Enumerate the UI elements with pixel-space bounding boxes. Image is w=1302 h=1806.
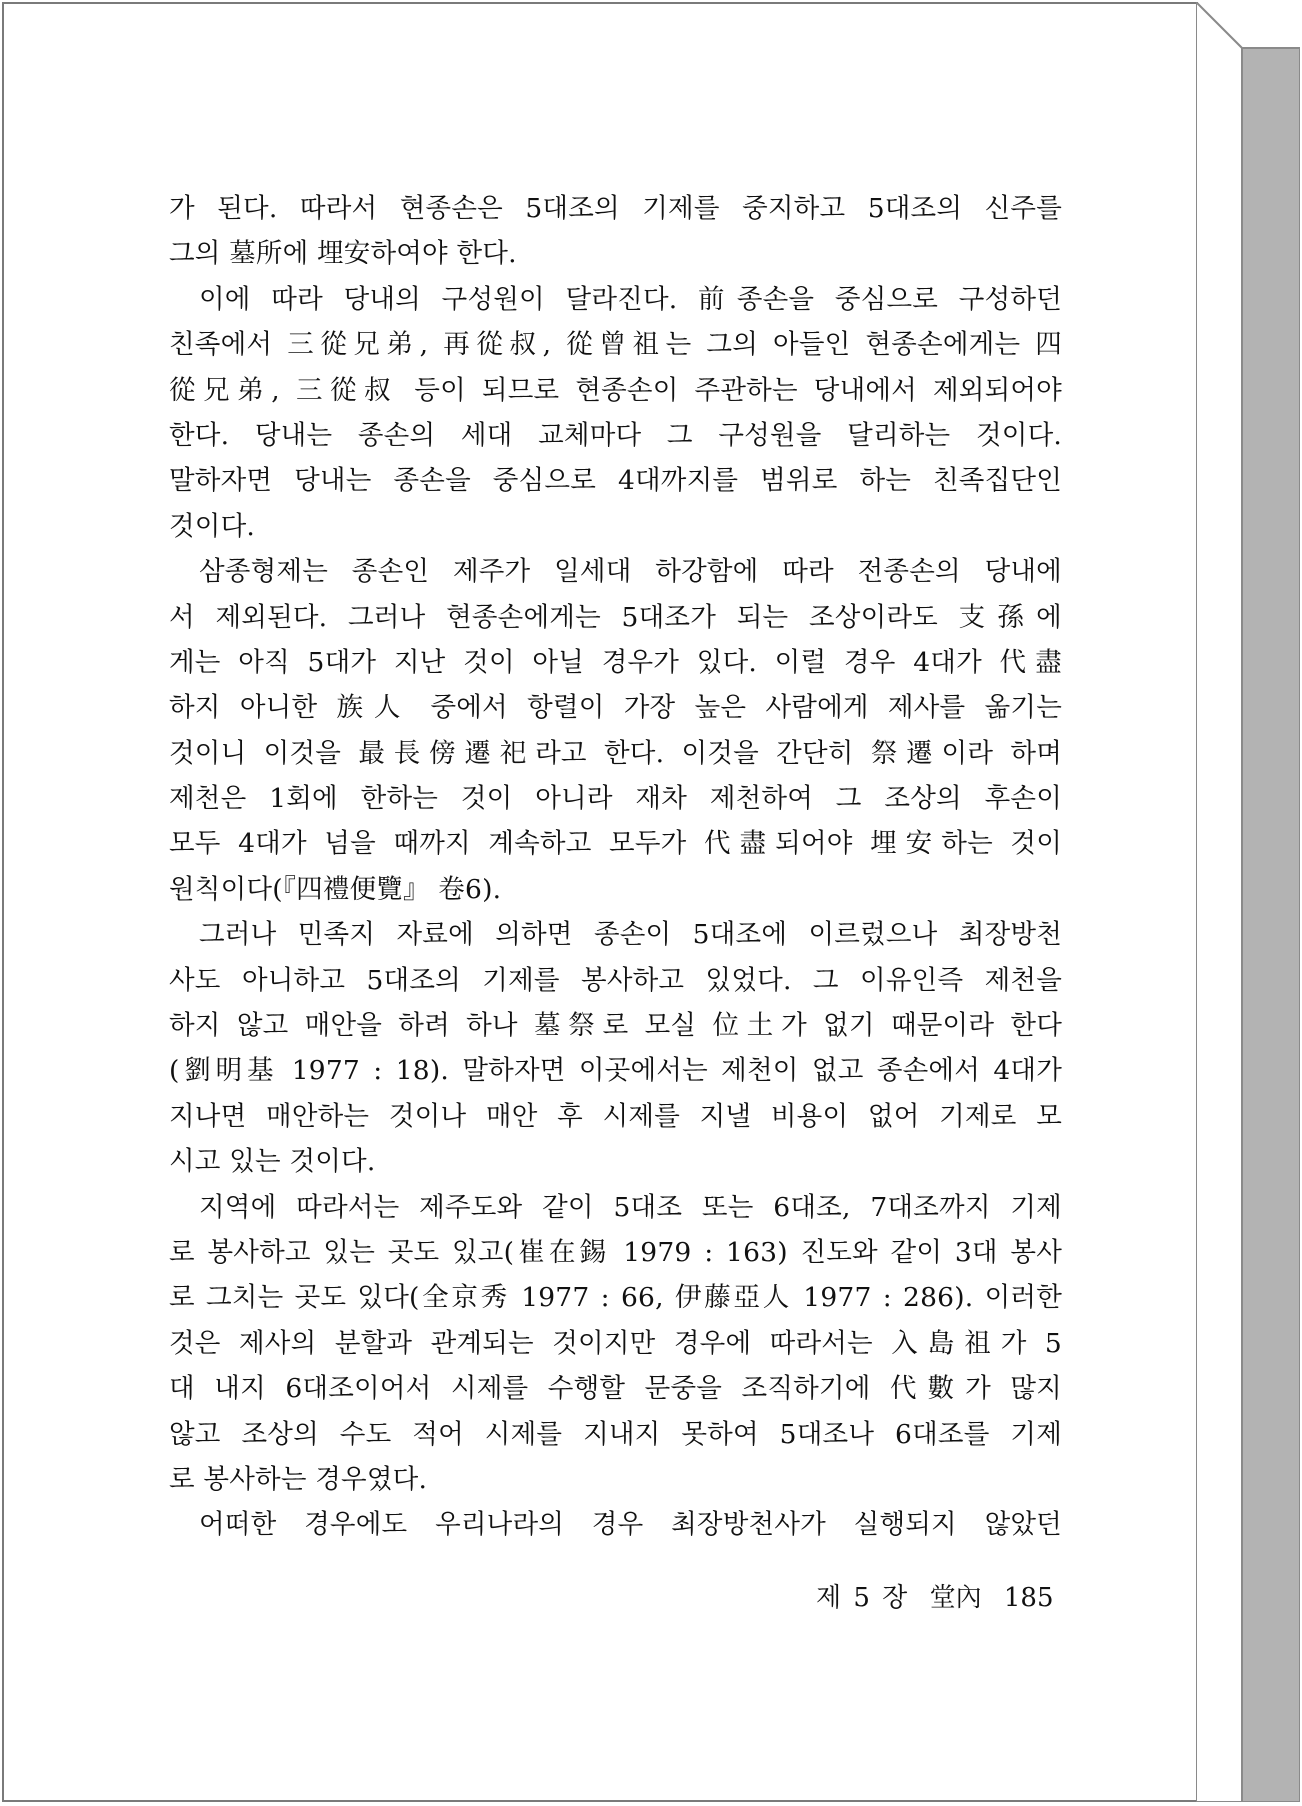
text-line: 지나면 매안하는 것이나 매안 후 시제를 지낼 비용이 없어 기제로 모 (169, 1100, 1062, 1132)
body-text (169, 186, 1062, 1548)
text-line: 이에 따라 당내의 구성원이 달라진다. 前종손을 중심으로 구성하던 (199, 283, 1062, 315)
text-line: 그의 墓所에 埋安하여야 한다. (169, 238, 517, 270)
text-line: 서 제외된다. 그러나 현종손에게는 5대조가 되는 조상이라도 支孫에 (169, 601, 1062, 633)
text-line: 친족에서 三從兄弟, 再從叔, 從曾祖는 그의 아들인 현종손에게는 四 (169, 329, 1062, 361)
text-line: 게는 아직 5대가 지난 것이 아닐 경우가 있다. 이럴 경우 4대가 代盡 (169, 646, 1062, 678)
text-line: 것이다. (169, 510, 256, 542)
text-line: 지역에 따라서는 제주도와 같이 5대조 또는 6대조, 7대조까지 기제 (199, 1191, 1062, 1223)
text-line: 從兄弟, 三從叔 등이 되므로 현종손이 주관하는 당내에서 제외되어야 (169, 374, 1062, 406)
text-line: 그러나 민족지 자료에 의하면 종손이 5대조에 이르렀으나 최장방천 (199, 919, 1062, 951)
book-page (2, 2, 1198, 1802)
text-line: 것이니 이것을 最長傍遷祀라고 한다. 이것을 간단히 祭遷이라 하며 (169, 737, 1062, 769)
text-line: 대 내지 6대조이어서 시제를 수행할 문중을 조직하기에 代數가 많지 (169, 1373, 1062, 1405)
text-line: 모두 4대가 넘을 때까지 계속하고 모두가 代盡되어야 埋安하는 것이 (169, 828, 1062, 860)
footer-section: 堂內 (929, 1583, 982, 1613)
text-line: 하지 않고 매안을 하려 하나 墓祭로 모실 位土가 없기 때문이라 한다 (169, 1010, 1062, 1042)
text-line: 제천은 1회에 한하는 것이 아니라 재차 제천하여 그 조상의 후손이 (169, 783, 1062, 815)
text-line: 가 된다. 따라서 현종손은 5대조의 기제를 중지하고 5대조의 신주를 (169, 193, 1062, 224)
text-line: 원칙이다(『四禮便覽』 卷6). (169, 873, 502, 905)
text-line: 않고 조상의 수도 적어 시제를 지내지 못하여 5대조나 6대조를 기제 (169, 1418, 1062, 1450)
text-line: 로 그치는 곳도 있다(全京秀 1977 : 66, 伊藤亞人 1977 : 286). 이러한 (169, 1282, 1062, 1314)
text-line: 것은 제사의 분할과 관계되는 것이지만 경우에 따라서는 入島祖가 5 (169, 1327, 1062, 1359)
text-line: 로 봉사하는 경우였다. (169, 1463, 428, 1495)
text-line: (劉明基 1977 : 18). 말하자면 이곳에서는 제천이 없고 종손에서 4대가 (169, 1055, 1062, 1087)
text-line: 어떠한 경우에도 우리나라의 경우 최장방천사가 실행되지 않았던 (199, 1509, 1062, 1541)
text-line: 시고 있는 것이다. (169, 1146, 376, 1178)
text-line: 로 봉사하고 있는 곳도 있고(崔在錫 1979 : 163) 진도와 같이 3대 봉사 (169, 1236, 1062, 1268)
text-line: 삼종형제는 종손인 제주가 일세대 하강함에 따라 전종손의 당내에 (199, 556, 1062, 588)
page-number: 185 (1003, 1583, 1054, 1613)
text-line: 한다. 당내는 종손의 세대 교체마다 그 구성원을 달리하는 것이다. (169, 419, 1062, 451)
text-line: 사도 아니하고 5대조의 기제를 봉사하고 있었다. 그 이유인즉 제천을 (169, 964, 1062, 996)
text-line: 하지 아니한 族人 중에서 항렬이 가장 높은 사람에게 제사를 옮기는 (169, 692, 1062, 724)
book-spine (1196, 2, 1300, 1802)
text-line: 말하자면 당내는 종손을 중심으로 4대까지를 범위로 하는 친족집단인 (169, 465, 1062, 497)
page-footer (816, 1577, 1096, 1614)
footer-chapter: 제 5 장 (816, 1583, 908, 1613)
